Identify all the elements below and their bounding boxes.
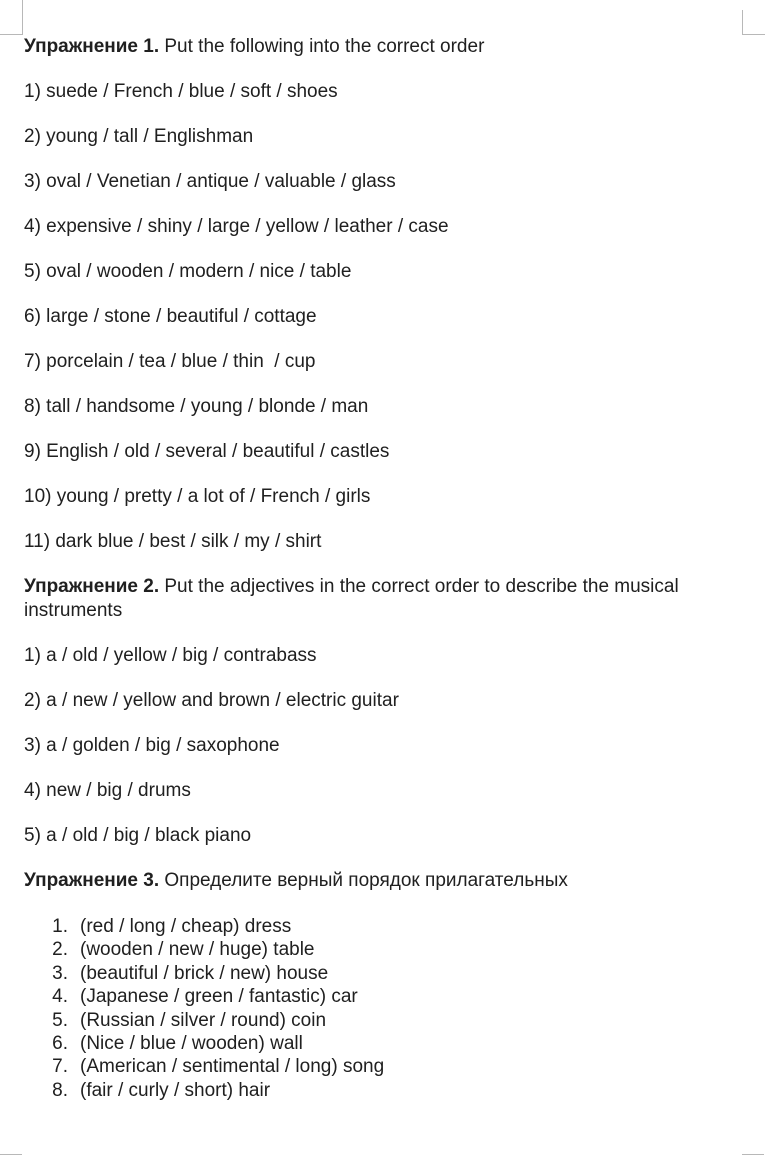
list-item-number: 3. xyxy=(52,962,68,984)
exercise-1-item: 3) oval / Venetian / antique / valuable / glass xyxy=(24,171,396,192)
list-item-number: 4. xyxy=(52,986,68,1008)
exercise-1-item: 1) suede / French / blue / soft / shoes xyxy=(24,81,338,102)
exercise-2-item: 4) new / big / drums xyxy=(24,780,191,801)
exercise-2-instruction: Put the adjectives in the correct order to describe the musical xyxy=(159,576,679,597)
exercise-1-item: 4) expensive / shiny / large / yellow / leather / case xyxy=(24,216,449,237)
page-corner-mark xyxy=(742,10,765,35)
exercise-2-item: 2) a / new / yellow and brown / electric guitar xyxy=(24,690,399,711)
exercise-1-label: Упражнение 1. xyxy=(24,36,160,57)
page-corner-mark xyxy=(0,0,23,35)
list-item-text: (wooden / new / huge) table xyxy=(80,939,315,961)
list-item xyxy=(24,938,724,961)
list-item xyxy=(24,1009,724,1032)
exercise-2-item: 5) a / old / big / black piano xyxy=(24,825,252,846)
exercise-3-label: Упражнение 3. xyxy=(24,870,160,891)
exercise-1-item: 7) porcelain / tea / blue / thin / cup xyxy=(24,351,316,372)
exercise-1-item: 6) large / stone / beautiful / cottage xyxy=(24,306,317,327)
list-item xyxy=(24,1032,724,1055)
exercise-2-instruction-continued: instruments xyxy=(24,600,123,621)
exercise-2-item: 3) a / golden / big / saxophone xyxy=(24,735,280,756)
list-item-text: (American / sentimental / long) song xyxy=(80,1056,385,1078)
list-item-text: (Russian / silver / round) coin xyxy=(80,1009,327,1031)
exercise-3-instruction: Определите верный порядок прилагательных xyxy=(159,870,568,891)
exercise-2-label: Упражнение 2. xyxy=(24,576,160,597)
list-item-text: (beautiful / brick / new) house xyxy=(80,962,329,984)
document-body xyxy=(24,35,724,1102)
exercise-1-item: 2) young / tall / Englishman xyxy=(24,126,254,147)
exercise-1-instruction: Put the following into the correct order xyxy=(159,36,485,57)
list-item-number: 2. xyxy=(52,939,68,961)
exercise-2-item: 1) a / old / yellow / big / contrabass xyxy=(24,645,317,666)
list-item-number: 8. xyxy=(52,1079,68,1101)
list-item-number: 5. xyxy=(52,1009,68,1031)
list-item-text: (fair / curly / short) hair xyxy=(80,1079,271,1101)
exercise-1-item: 8) tall / handsome / young / blonde / man xyxy=(24,396,369,417)
list-item xyxy=(24,1055,724,1078)
list-item xyxy=(24,1079,724,1102)
list-item-text: (Nice / blue / wooden) wall xyxy=(80,1033,303,1055)
exercise-1-item: 5) oval / wooden / modern / nice / table xyxy=(24,261,352,282)
list-item-text: (red / long / cheap) dress xyxy=(80,916,292,937)
exercise-1-item: 11) dark blue / best / silk / my / shirt xyxy=(24,531,322,552)
list-item-text: (Japanese / green / fantastic) car xyxy=(80,986,358,1008)
list-item-number: 1. xyxy=(52,916,68,937)
exercise-1-heading xyxy=(24,35,724,59)
list-item-number: 7. xyxy=(52,1056,68,1078)
list-item xyxy=(24,985,724,1008)
list-item xyxy=(24,915,724,938)
exercise-3-list xyxy=(24,915,724,1102)
exercise-2-heading xyxy=(24,575,724,599)
list-item xyxy=(24,962,724,985)
exercise-3-heading xyxy=(24,869,724,893)
exercise-1-item: 10) young / pretty / a lot of / French / girls xyxy=(24,486,371,507)
list-item-number: 6. xyxy=(52,1033,68,1055)
exercise-1-item: 9) English / old / several / beautiful / castles xyxy=(24,441,390,462)
